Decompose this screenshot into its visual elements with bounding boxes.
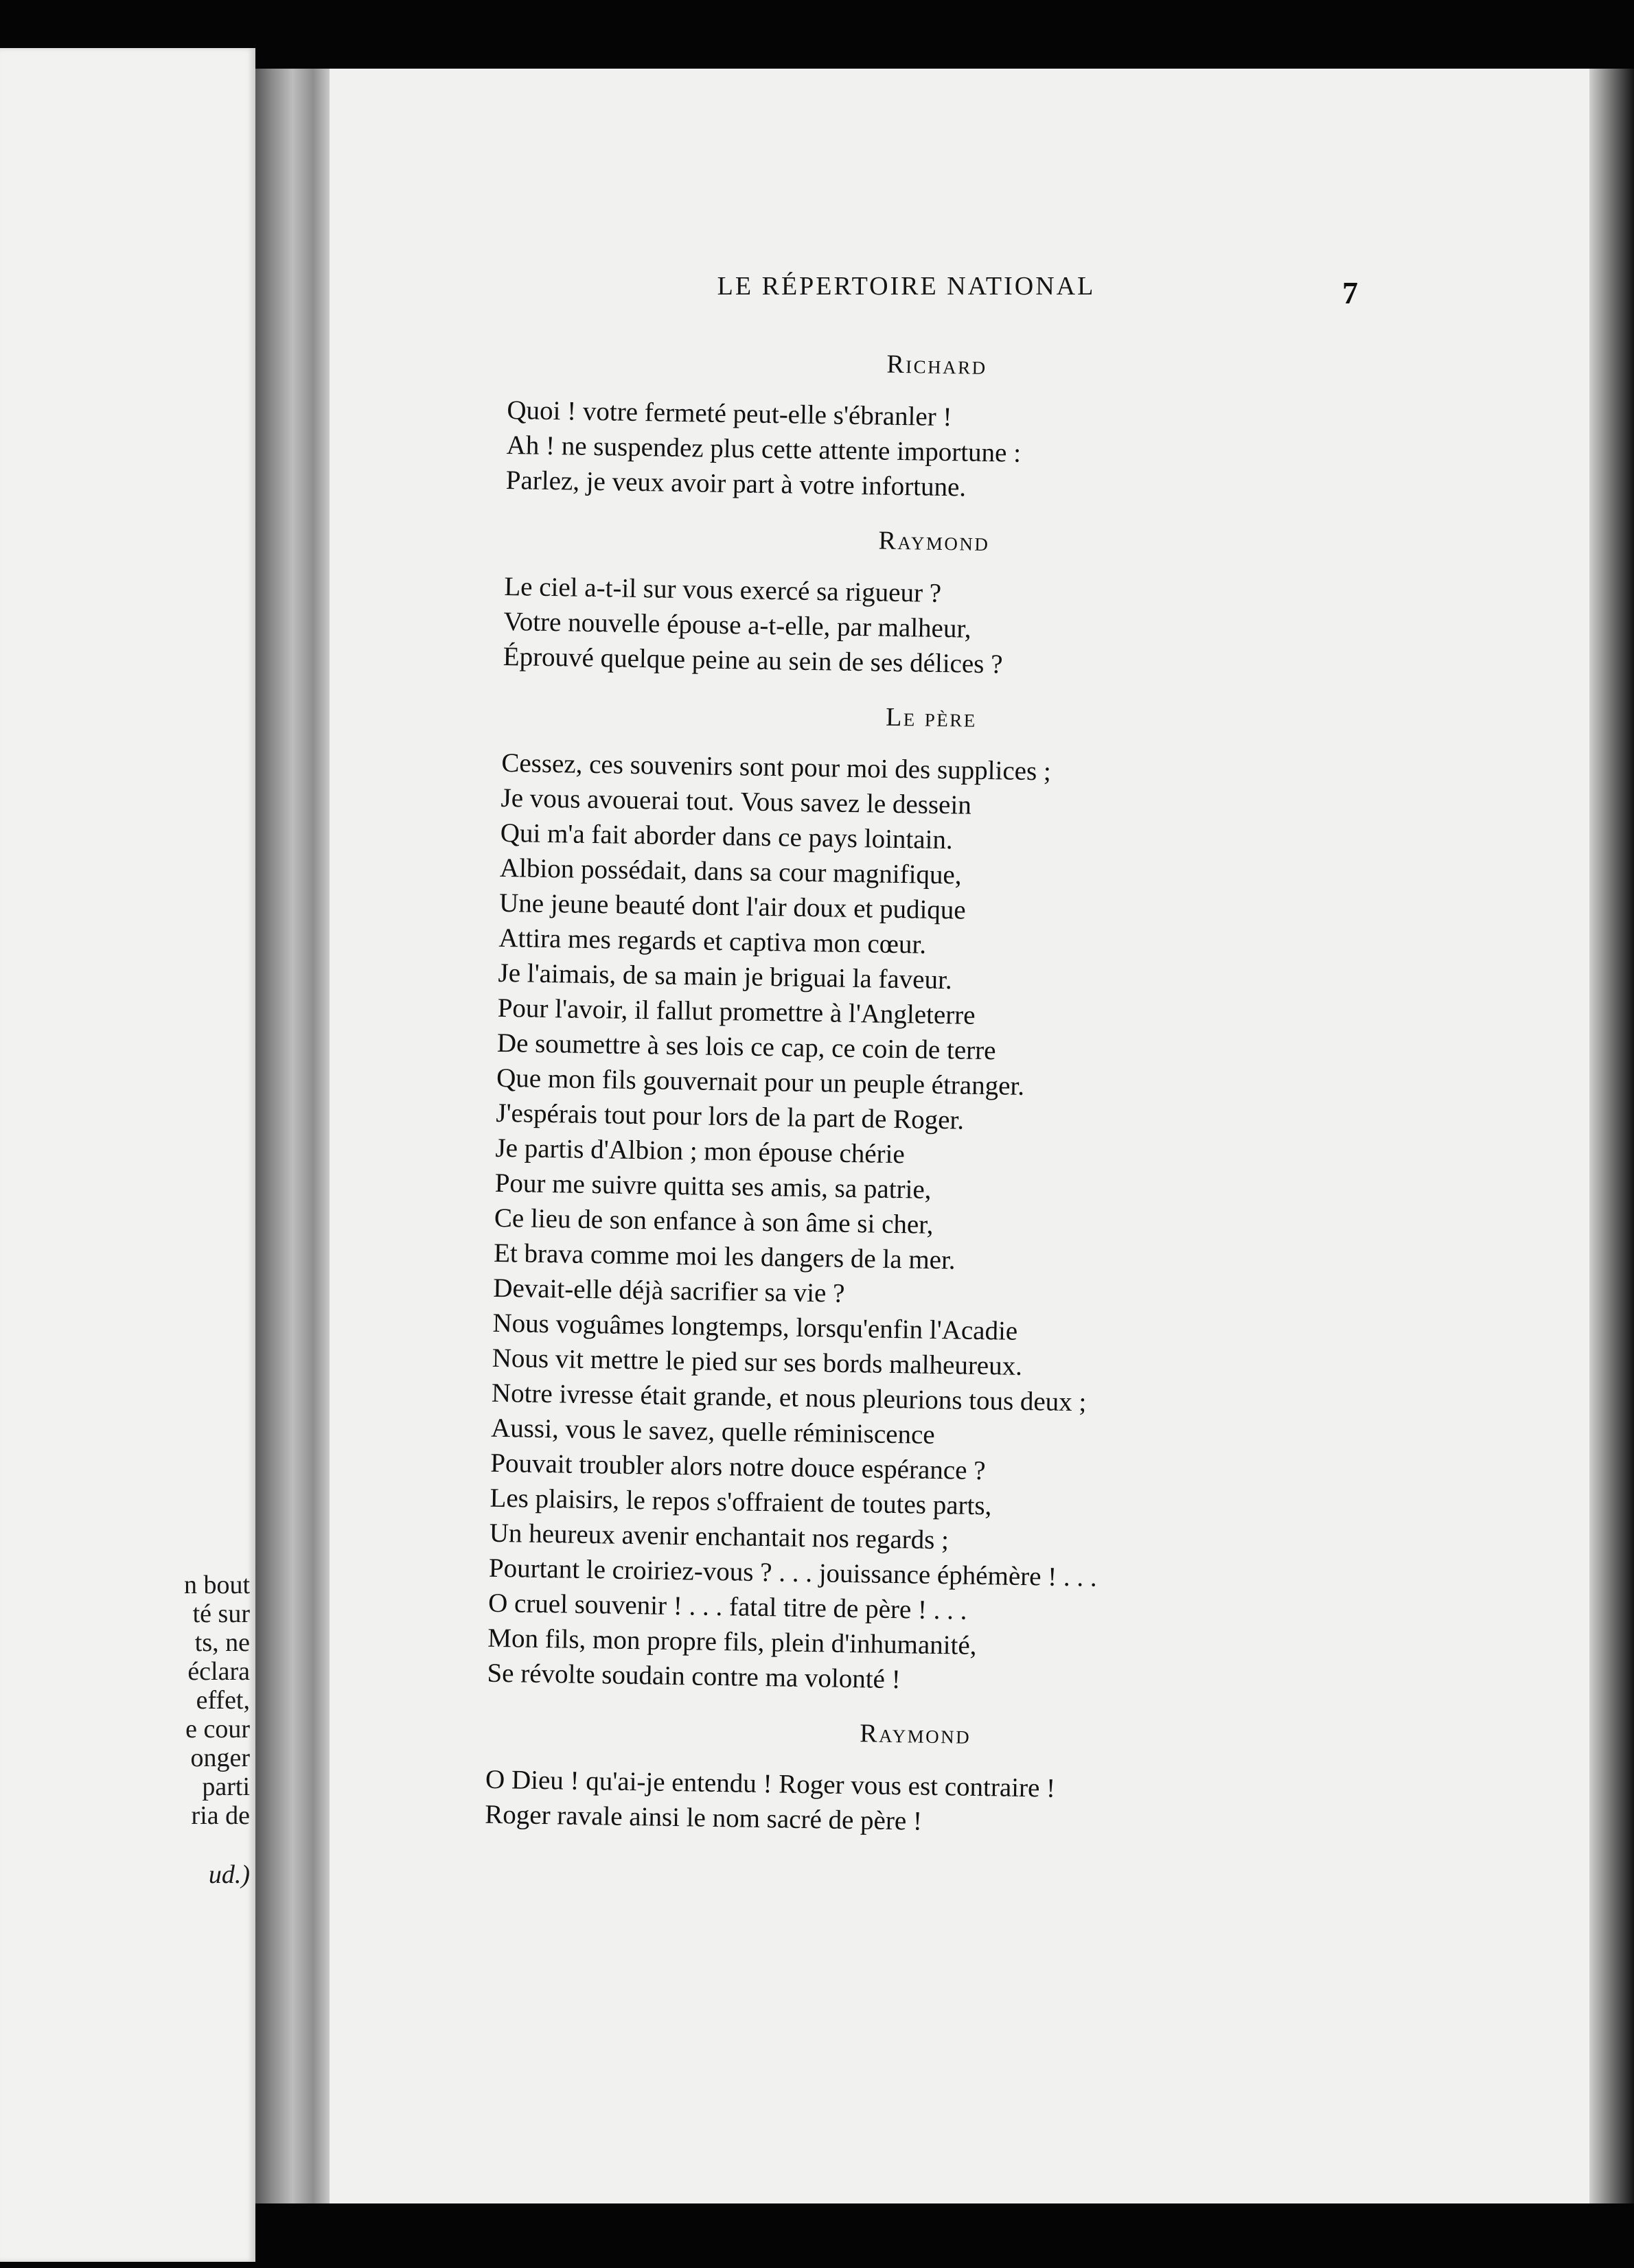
fragment-signature: ud.)	[208, 1860, 250, 1889]
verse-line: Pourtant le croiriez-vous ? . . . jouissance éphémère ! . . .	[488, 1553, 1098, 1593]
verse-line: Devait-elle déjà sacrifier sa vie ?	[493, 1273, 845, 1308]
verse-line: Pour me suivre quitta ses amis, sa patrie,	[494, 1168, 932, 1205]
verse-line: Le ciel a-t-il sur vous exercé sa rigueur ?	[504, 571, 942, 608]
verse-block	[487, 745, 1353, 1704]
fragment-line: parti	[202, 1772, 250, 1801]
verse-line: Albion possédait, dans sa cour magnifique,	[499, 853, 962, 890]
fragment-line: n bout	[183, 1571, 250, 1599]
speaker-name: Le père	[885, 702, 978, 733]
verse-line: Quoi ! votre fermeté peut-elle s'ébranler !	[507, 395, 952, 432]
verse-line: Se révolte soudain contre ma volonté !	[487, 1658, 901, 1695]
verse-line: Je l'aimais, de sa main je briguai la faveur.	[498, 958, 952, 995]
fragment-line: e cour	[185, 1715, 250, 1744]
fragment-line: ria de	[191, 1801, 250, 1830]
fragment-line: té sur	[192, 1599, 250, 1628]
speaker-name: Raymond	[878, 526, 990, 557]
speaker-name: Raymond	[859, 1719, 971, 1750]
verse-line: De soumettre à ses lois ce cap, ce coin de terre	[496, 1028, 996, 1066]
verse-line: Votre nouvelle épouse a-t-elle, par malheur,	[503, 606, 971, 644]
verse-line: Aussi, vous le savez, quelle réminiscence	[490, 1413, 935, 1450]
verse-line: Que mon fils gouvernait pour un peuple étranger.	[496, 1063, 1025, 1101]
verse-line: Cessez, ces souvenirs sont pour moi des supplices ;	[501, 748, 1052, 787]
speech-le-pere	[487, 696, 1354, 1704]
verse-line: Les plaisirs, le repos s'offraient de toutes parts,	[490, 1483, 992, 1521]
verse-line: O Dieu ! qu'ai-je entendu ! Roger vous est contraire !	[485, 1764, 1056, 1803]
verse-line: Nous voguâmes longtemps, lorsqu'enfin l'Acadie	[492, 1308, 1018, 1346]
page-number: 7	[1342, 275, 1358, 310]
speech-raymond-2	[485, 1713, 1338, 1845]
book-gutter	[255, 69, 330, 2203]
fragment-line: onger	[190, 1744, 250, 1772]
verse-line: Mon fils, mon propre fils, plein d'inhumanité,	[487, 1623, 977, 1660]
verse-line: Nous vit mettre le pied sur ses bords malheureux.	[492, 1343, 1023, 1381]
fragment-line: effet,	[196, 1686, 250, 1715]
fragment-line: éclara	[187, 1657, 250, 1686]
verse-line: Un heureux avenir enchantait nos regards ;	[489, 1518, 950, 1555]
speech-raymond	[503, 520, 1356, 687]
verse-line: Pour l'avoir, il fallut promettre à l'Angleterre	[497, 993, 976, 1030]
verse-line: Éprouvé quelque peine au sein de ses délices ?	[503, 641, 1003, 680]
verse-block	[505, 393, 1358, 511]
verse-line: Parlez, je veux avoir part à votre infortune.	[505, 465, 967, 502]
verse-line: Une jeune beauté dont l'air doux et pudique	[498, 888, 967, 925]
verse-line: Je vous avouerai tout. Vous savez le dessein	[500, 783, 972, 820]
verse-line: Roger ravale ainsi le nom sacré de père !	[484, 1799, 923, 1836]
verse-block	[503, 569, 1355, 687]
verse-line: Pouvait troubler alors notre douce espérance ?	[490, 1448, 986, 1486]
fragment-line: ts, ne	[194, 1628, 250, 1657]
verse-block	[485, 1762, 1337, 1845]
verse-line: O cruel souvenir ! . . . fatal titre de père ! . . .	[487, 1588, 967, 1625]
speech-richard	[505, 343, 1359, 511]
play-text	[485, 343, 1359, 1845]
running-head: LE RÉPERTOIRE NATIONAL	[717, 272, 1096, 301]
previous-page	[0, 48, 255, 2262]
verse-line: J'espérais tout pour lors de la part de Roger.	[496, 1098, 965, 1135]
verse-line: Et brava comme moi les dangers de la mer.	[493, 1238, 956, 1275]
verse-line: Notre ivresse était grande, et nous pleurions tous deux ;	[491, 1378, 1087, 1418]
verse-line: Qui m'a fait aborder dans ce pays lointain.	[500, 818, 954, 855]
verse-line: Attira mes regards et captiva mon cœur.	[498, 923, 927, 960]
verse-line: Ce lieu de son enfance à son âme si cher,	[494, 1203, 934, 1240]
speaker-name: Richard	[886, 349, 988, 380]
page-edge-shadow	[1589, 69, 1634, 2203]
verse-line: Je partis d'Albion ; mon épouse chérie	[495, 1133, 906, 1170]
verse-line: Ah ! ne suspendez plus cette attente importune :	[506, 430, 1022, 468]
previous-page-text-fragment	[184, 1571, 255, 1889]
